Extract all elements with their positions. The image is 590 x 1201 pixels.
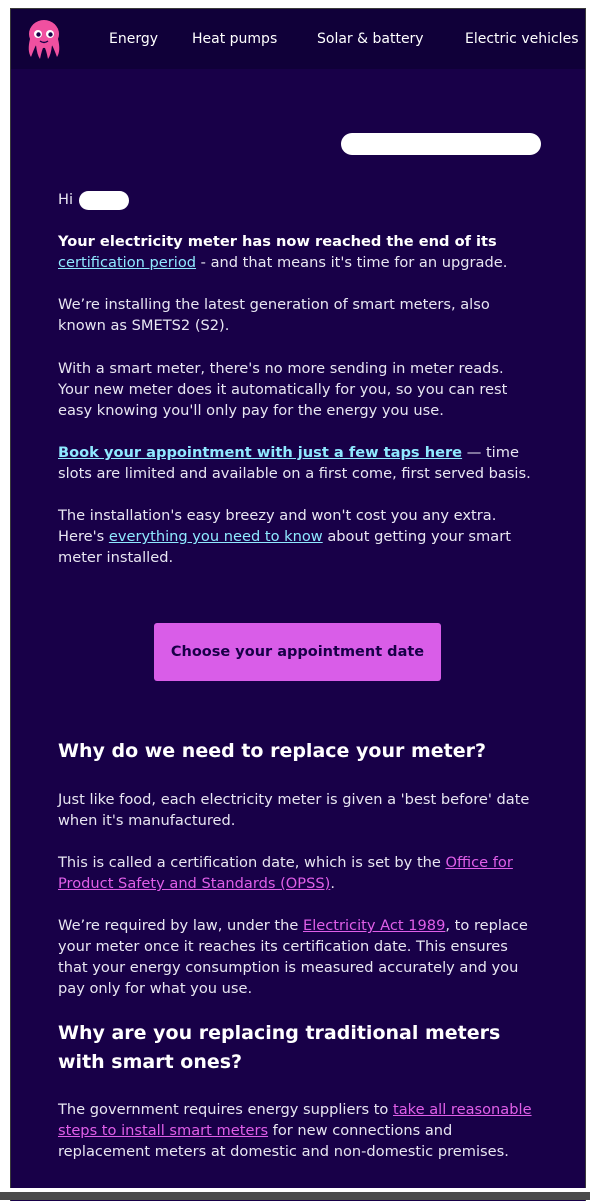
section-heading-smart-meters: Why are you replacing traditional meters with smart ones? <box>58 1022 501 1073</box>
p3-before: We’re required by law, under the <box>58 917 303 934</box>
electricity-act-link[interactable]: Electricity Act 1989 <box>303 917 446 934</box>
redacted-text <box>341 133 541 155</box>
s2p1-after: for new connections and replacement meters at domestic and non-domestic premises. <box>58 1122 509 1160</box>
paragraph-smets2: We’re installing the latest generation of smart meters, also known as SMETS2 (S2). <box>58 296 490 334</box>
paragraph-government-requirement <box>58 1099 538 1162</box>
redacted-name <box>79 191 129 210</box>
para1-rest: - and that means it's time for an upgrade. <box>196 254 508 271</box>
paragraph-smart-meter-benefits: With a smart meter, there's no more sending in meter reads. Your new meter does it automatically for you, so you can rest easy knowing you'll only pay for the energy you use. <box>58 360 508 419</box>
s2p1-before: The government requires energy suppliers to <box>58 1101 394 1118</box>
section-heading-replace-meter: Why do we need to replace your meter? <box>58 740 487 762</box>
p2-after: . <box>330 875 335 892</box>
email-frame <box>10 8 586 1201</box>
paragraph-book-appointment <box>58 442 538 484</box>
para5-before: The installation's easy breezy and won't cost you any extra. Here's <box>58 507 497 545</box>
book-appointment-link[interactable]: Book your appointment with just a few taps here <box>58 444 463 461</box>
nav-item-electric-vehicles[interactable]: Electric vehicles <box>465 31 579 47</box>
octopus-logo-icon[interactable] <box>25 19 63 61</box>
p2-before: This is called a certification date, which is set by the <box>58 854 446 871</box>
top-nav <box>11 9 585 69</box>
p3-after: , to replace your meter once it reaches its certification date. This ensures that your energy consumption is measured accurately and you pay only for what you use. <box>58 917 528 997</box>
greeting <box>58 189 538 210</box>
para5-after: about getting your smart meter installed. <box>58 528 511 566</box>
nav-item-solar-battery[interactable]: Solar & battery <box>317 31 424 47</box>
everything-you-need-link[interactable]: everything you need to know <box>108 528 323 545</box>
paragraph-installation <box>58 505 538 568</box>
reasonable-steps-link[interactable]: take all reasonable steps to install smart meters <box>58 1101 532 1139</box>
certification-period-link[interactable]: certification period <box>58 254 197 271</box>
paragraph-meter-certification <box>58 231 538 273</box>
paragraph-certification-date <box>58 852 538 894</box>
nav-item-heat-pumps[interactable]: Heat pumps <box>192 31 278 47</box>
paragraph-electricity-act <box>58 915 538 999</box>
greeting-text: Hi <box>58 191 74 208</box>
paragraph-best-before: Just like food, each electricity meter is given a 'best before' date when it's manufactured. <box>58 791 530 829</box>
bottom-edge <box>0 1188 590 1200</box>
nav-item-energy[interactable]: Energy <box>109 31 159 47</box>
opss-link[interactable]: Office for Product Safety and Standards (OPSS) <box>58 854 513 892</box>
bold-intro: Your electricity meter has now reached the end of its <box>58 233 497 250</box>
para4-rest: — time slots are limited and available on a first come, first served basis. <box>58 444 531 482</box>
choose-appointment-date-button[interactable]: Choose your appointment date <box>154 623 441 681</box>
